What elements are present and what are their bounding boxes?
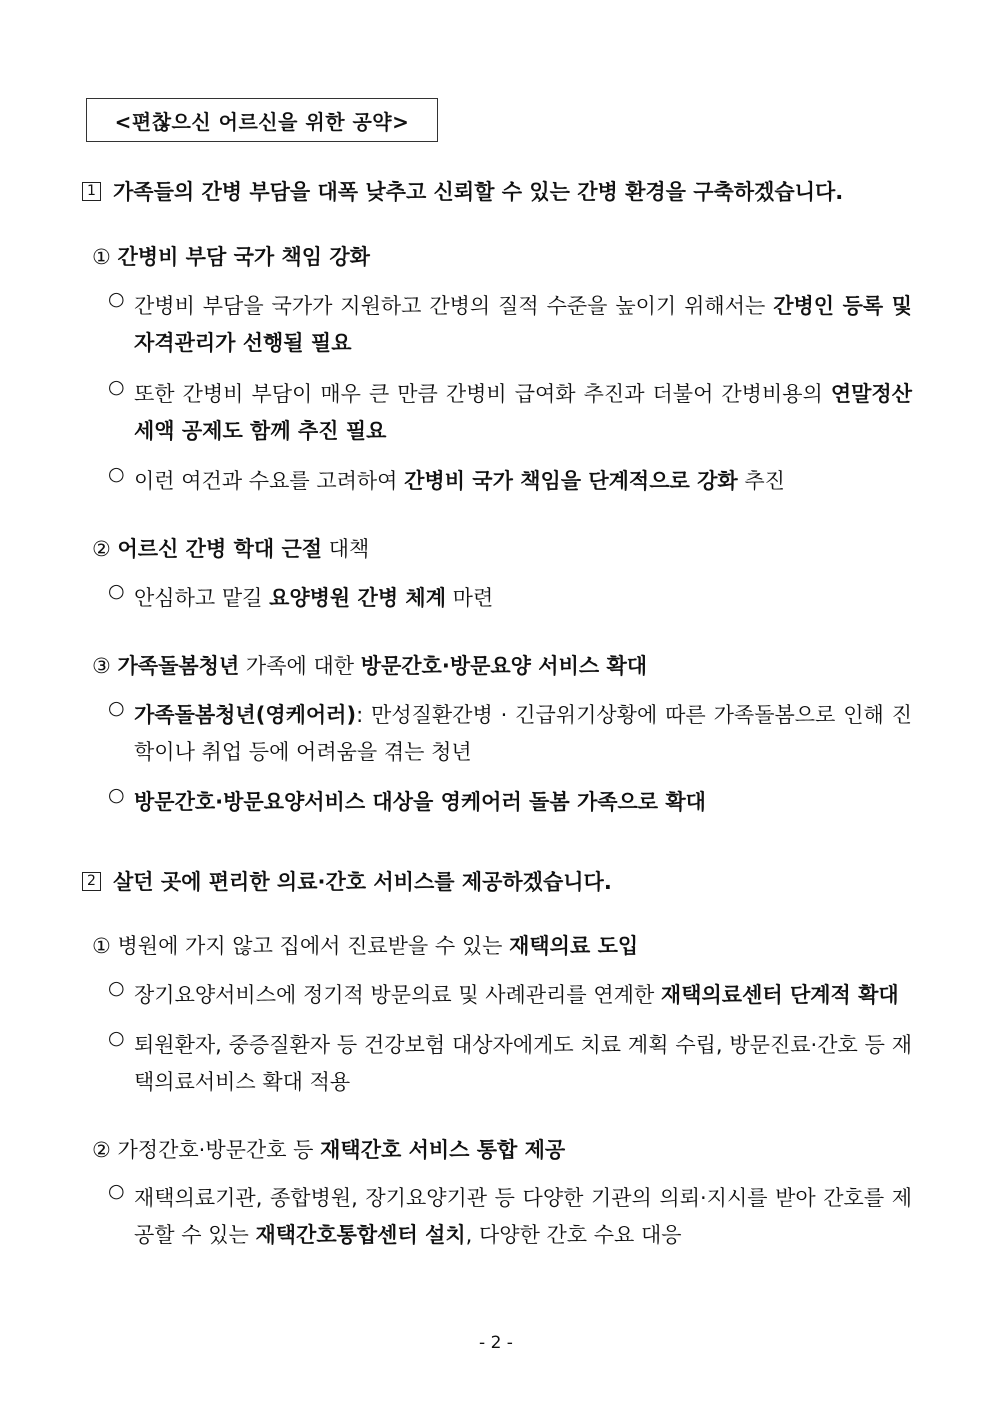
section-heading-text: 살던 곳에 편리한 의료·간호 서비스를 제공하겠습니다.: [113, 870, 612, 894]
item-text-after: 마련: [446, 586, 494, 610]
subsection-title: 가족돌봄청년: [117, 654, 240, 678]
circled-number: ①: [92, 934, 111, 958]
section-number-box: 1: [82, 182, 101, 201]
item-text: 안심하고 맡길: [134, 586, 270, 610]
bullet-circle-icon: ○: [108, 463, 125, 485]
bullet-circle-icon: ○: [108, 977, 125, 999]
item-text: 퇴원환자, 중증질환자 등 건강보험 대상자에게도 치료 계획 수립, 방문진료·간호 등 재택의료서비스 확대 적용: [134, 1033, 912, 1094]
bullet-circle-icon: ○: [108, 1180, 125, 1202]
circled-number: ③: [92, 654, 111, 678]
list-item: [108, 376, 912, 450]
list-item: [108, 977, 912, 1014]
section-heading-text: 가족들의 간병 부담을 대폭 낮추고 신뢰할 수 있는 간병 환경을 구축하겠습니다.: [113, 180, 844, 204]
item-emphasis: 가족돌봄청년(영케어러): [134, 703, 357, 727]
page-number: - 2 -: [479, 1333, 513, 1353]
subsection-2-2: [92, 1134, 565, 1164]
section-1-heading: [82, 176, 843, 206]
subsection-title-plain: 가정간호·방문간호 등: [117, 1138, 321, 1162]
item-text: 장기요양서비스에 정기적 방문의료 및 사례관리를 연계한: [134, 983, 661, 1007]
item-text-after: , 다양한 간호 수요 대응: [465, 1223, 682, 1247]
subsection-2-1: [92, 930, 638, 960]
subsection-title: 재택간호 서비스 통합 제공: [320, 1138, 566, 1162]
list-item: [108, 1180, 912, 1254]
bullet-circle-icon: ○: [108, 376, 125, 398]
circled-number: ①: [92, 245, 111, 269]
item-text: 간병비 부담을 국가가 지원하고 간병의 질적 수준을 높이기 위해서는: [134, 294, 774, 318]
item-text: 이런 여건과 수요를 고려하여: [134, 469, 405, 493]
list-item: [108, 288, 912, 362]
subsection-title: 간병비 부담 국가 책임 강화: [117, 245, 370, 269]
list-item: [108, 1027, 912, 1101]
item-emphasis: 방문간호·방문요양서비스 대상을 영케어러 돌봄 가족으로 확대: [134, 790, 706, 814]
section-2-heading: [82, 866, 612, 896]
item-text: : 만성질환간병 · 긴급위기상황에 따른 가족돌봄으로 인해 진학이나 취업 등에 어려움을 겪는 청년: [134, 703, 912, 764]
item-emphasis: 간병비 국가 책임을 단계적으로 강화: [404, 469, 738, 493]
circled-number: ②: [92, 537, 111, 561]
item-text-after: 추진: [737, 469, 785, 493]
subsection-title: 어르신 간병 학대 근절: [117, 537, 323, 561]
subsection-title: 재택의료 도입: [509, 934, 639, 958]
subsection-1-2: [92, 533, 369, 563]
subsection-1-3: [92, 650, 647, 680]
list-item: [108, 463, 912, 500]
section-number-box: 2: [82, 872, 101, 891]
bullet-circle-icon: ○: [108, 697, 125, 719]
list-item: [108, 697, 912, 771]
bullet-circle-icon: ○: [108, 580, 125, 602]
item-emphasis: 재택의료센터 단계적 확대: [660, 983, 899, 1007]
subsection-title-after: 대책: [322, 537, 370, 561]
item-emphasis: 요양병원 간병 체계: [269, 586, 446, 610]
item-emphasis: 간병인 등록 및 자격관리가 선행될 필요: [134, 294, 912, 355]
item-emphasis: 연말정산 세액 공제도 함께 추진 필요: [134, 382, 912, 443]
page-title: <편찮으신 어르신을 위한 공약>: [86, 98, 438, 142]
bullet-circle-icon: ○: [108, 1027, 125, 1049]
list-item: [108, 580, 912, 617]
bullet-circle-icon: ○: [108, 784, 125, 806]
circled-number: ②: [92, 1138, 111, 1162]
list-item: [108, 784, 912, 821]
item-text: 또한 간병비 부담이 매우 큰 만큼 간병비 급여화 추진과 더불어 간병비용의: [134, 382, 831, 406]
item-emphasis: 재택간호통합센터 설치: [255, 1223, 466, 1247]
subsection-title-emphasis: 방문간호·방문요양 서비스 확대: [360, 654, 648, 678]
subsection-title-plain: 병원에 가지 않고 집에서 진료받을 수 있는: [117, 934, 510, 958]
subsection-1-1: [92, 241, 370, 271]
bullet-circle-icon: ○: [108, 288, 125, 310]
item-text: 재택의료기관, 종합병원, 장기요양기관 등 다양한 기관의 의뢰·지시를 받아 간호를 제공할 수 있는: [134, 1186, 912, 1247]
subsection-title-mid: 가족에 대한: [239, 654, 361, 678]
